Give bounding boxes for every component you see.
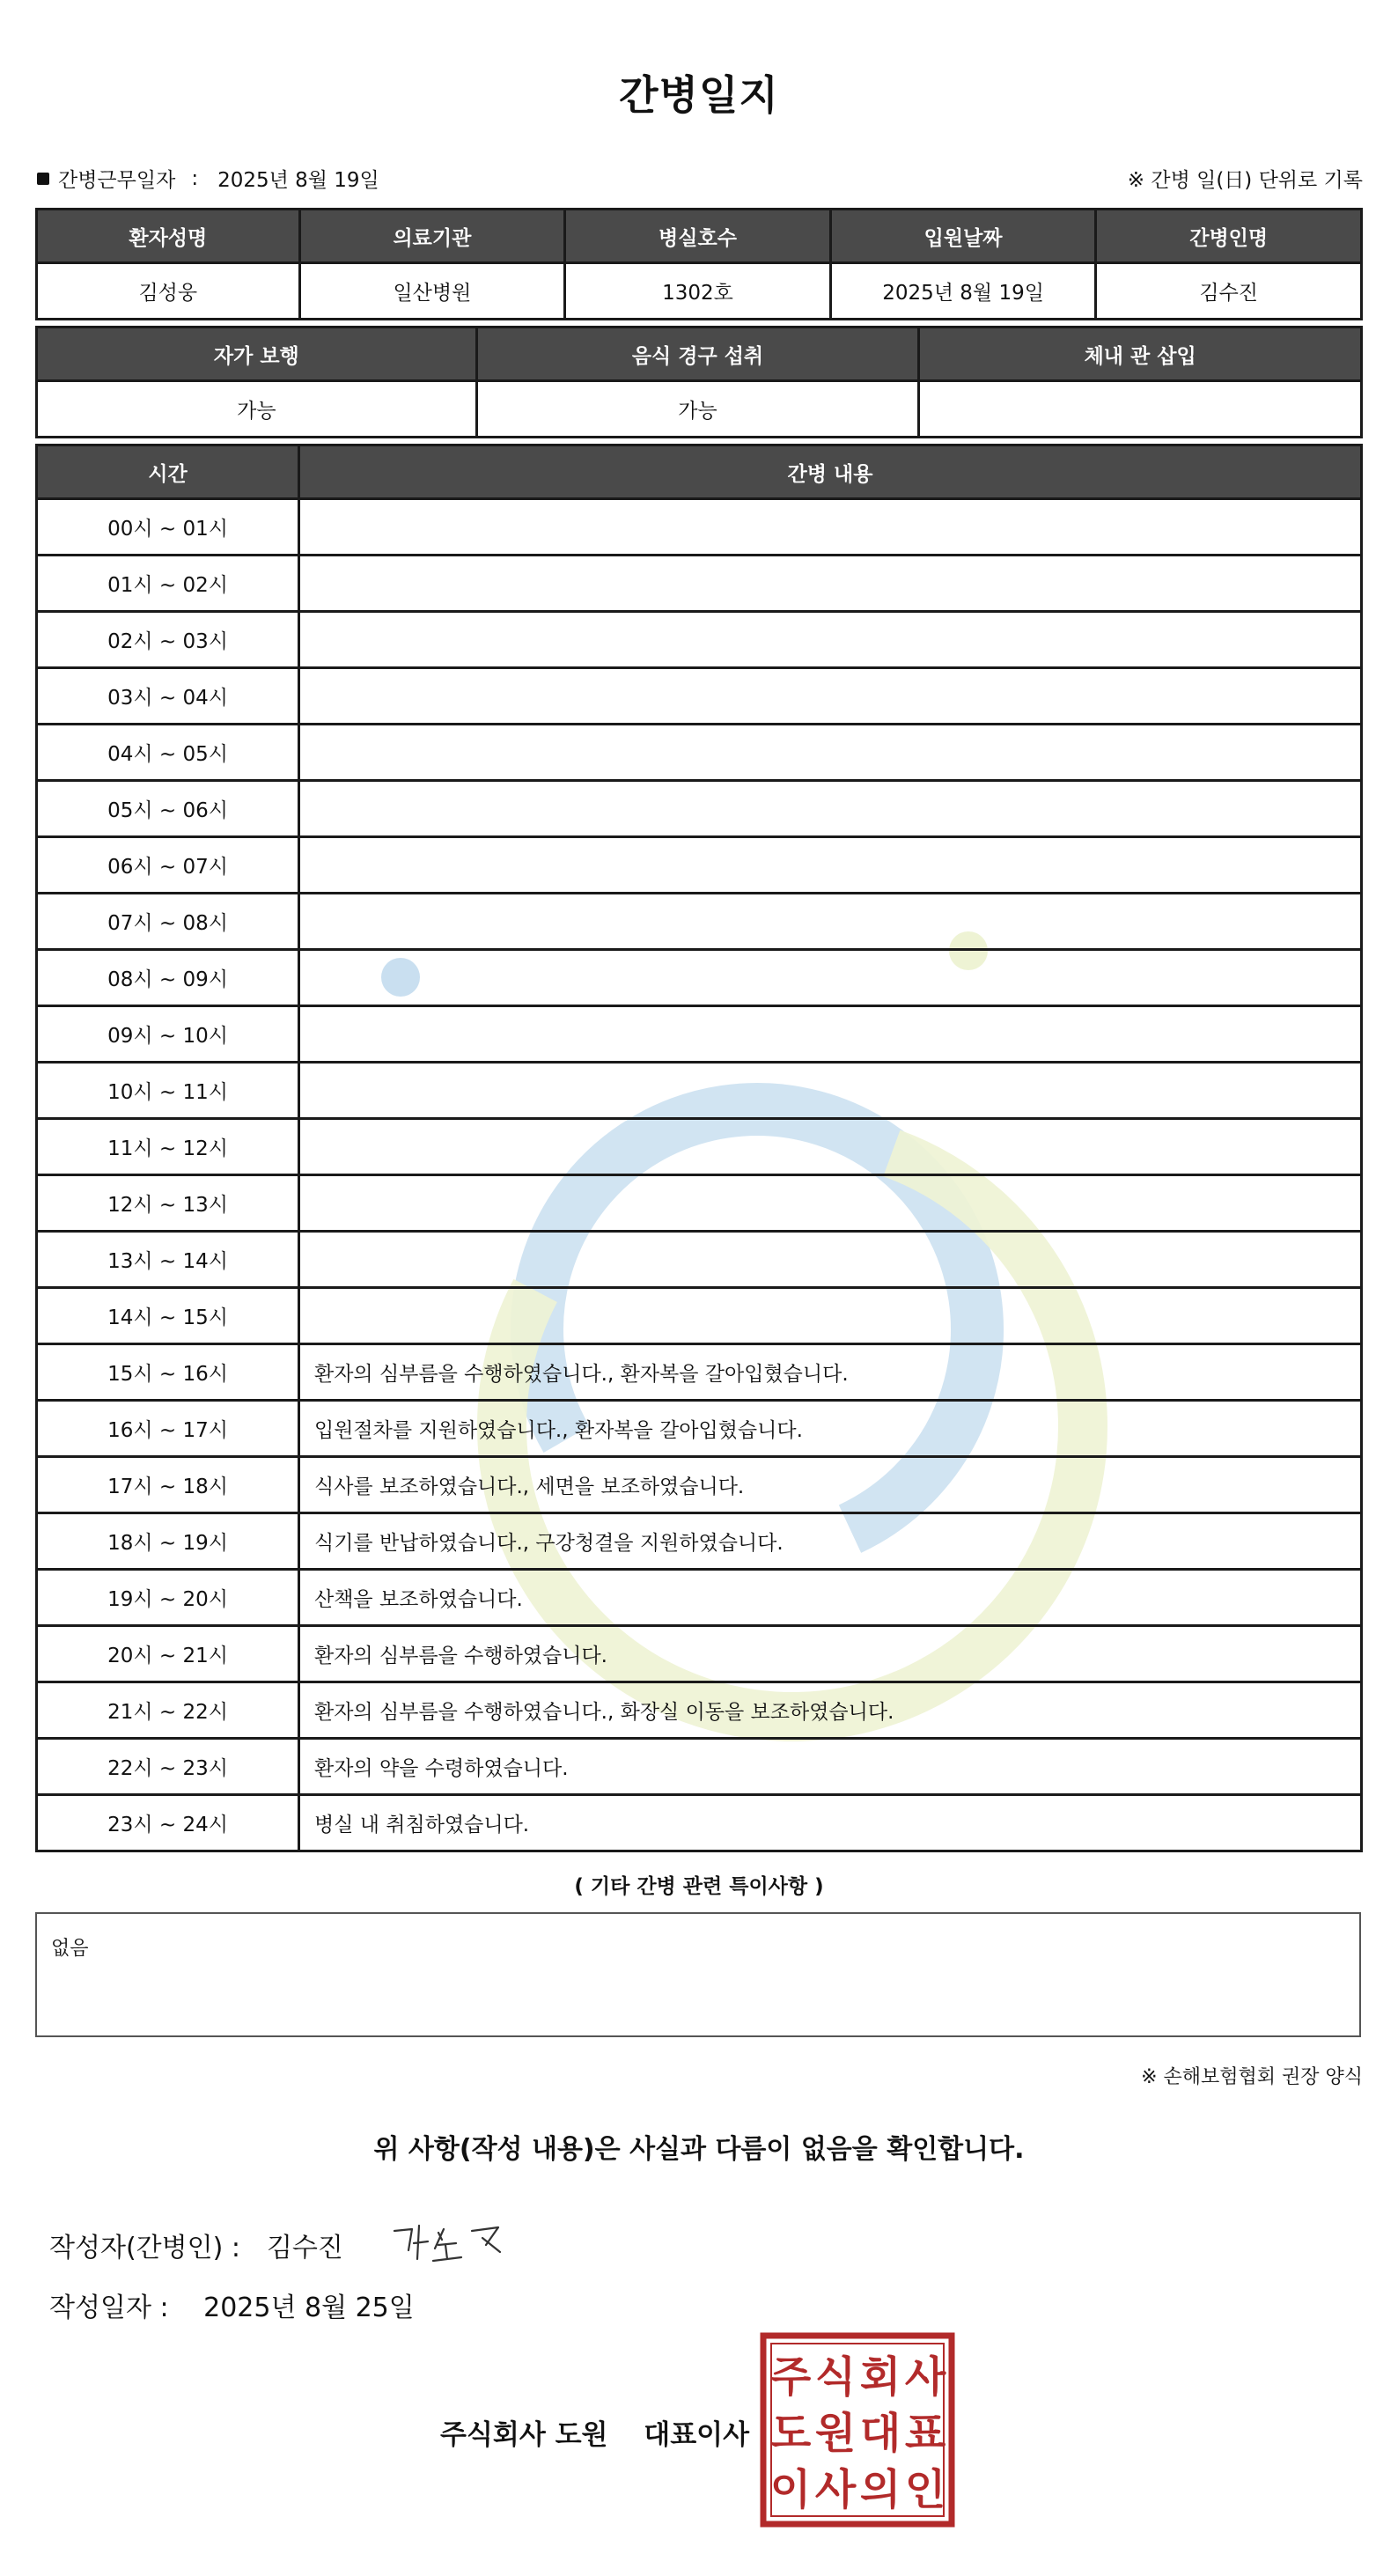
log-time: 05시 ~ 06시 [35,782,300,838]
log-content: 산책을 보조하였습니다. [300,1571,1363,1627]
work-date-label: 간병근무일자 [58,169,176,192]
written-date-value: 2025년 8월 25일 [203,2293,415,2323]
seal-glyph: 표 [904,2409,946,2458]
notes-title: ( 기타 간병 관련 특이사항 ) [574,1875,824,1898]
table-row [35,500,1363,556]
table-row [35,669,1363,725]
log-content [300,1176,1363,1233]
log-time: 07시 ~ 08시 [35,894,300,951]
table-row [35,1458,1363,1514]
header-self-walking: 자가 보행 [35,326,478,382]
written-date-line [49,2285,415,2324]
author-label: 작성자(간병인) : [49,2233,240,2263]
log-time: 01시 ~ 02시 [35,556,300,613]
log-content [300,500,1363,556]
log-time: 12시 ~ 13시 [35,1176,300,1233]
caregiver-name: 김수진 [1097,264,1363,320]
table-row [35,1402,1363,1458]
table-row [35,1064,1363,1120]
table-row [35,1007,1363,1064]
self-walking-value: 가능 [35,382,478,438]
log-time: 16시 ~ 17시 [35,1402,300,1458]
notes-box [35,1912,1361,2037]
header-patient-name: 환자성명 [35,208,301,264]
tube-insertion-value [920,382,1363,438]
log-time: 10시 ~ 11시 [35,1064,300,1120]
header-care-content: 간병 내용 [300,444,1363,500]
log-content [300,556,1363,613]
patient-status-table [35,326,1363,438]
log-content [300,782,1363,838]
company-name: 주식회사 도원 [440,2419,608,2451]
log-content [300,1233,1363,1289]
seal-glyph: 식 [814,2352,857,2402]
notes-content: 없음 [51,1938,89,1960]
work-date [37,164,379,193]
log-content [300,1120,1363,1176]
seal-glyph: 이 [769,2465,812,2514]
table-row [35,782,1363,838]
table-row [35,1120,1363,1176]
log-content [300,1064,1363,1120]
table-row [35,838,1363,894]
work-date-value: 2025년 8월 19일 [217,169,379,192]
seal-glyph: 주 [769,2352,812,2402]
log-content [300,951,1363,1007]
log-content: 환자의 심부름을 수행하였습니다., 화장실 이동을 보조하였습니다. [300,1683,1363,1740]
author-line [49,2219,528,2271]
log-content: 환자의 약을 수령하였습니다. [300,1740,1363,1796]
log-time: 15시 ~ 16시 [35,1345,300,1402]
log-content [300,838,1363,894]
seal-glyph: 인 [904,2465,946,2514]
table-row [35,1571,1363,1627]
log-content: 식사를 보조하였습니다., 세면을 보조하였습니다. [300,1458,1363,1514]
log-time: 22시 ~ 23시 [35,1740,300,1796]
header-hospital: 의료기관 [301,208,567,264]
log-content: 환자의 심부름을 수행하였습니다. [300,1627,1363,1683]
seal-glyph: 원 [814,2409,857,2458]
seal-glyph: 의 [859,2465,901,2514]
seal-glyph: 도 [769,2409,812,2458]
log-content [300,725,1363,782]
log-time: 11시 ~ 12시 [35,1120,300,1176]
log-content [300,613,1363,669]
log-time: 23시 ~ 24시 [35,1796,300,1852]
log-time: 17시 ~ 18시 [35,1458,300,1514]
page-title: 간병일지 [619,71,779,119]
table-row [35,1796,1363,1852]
table-row [35,725,1363,782]
header-admission-date: 입원날짜 [832,208,1098,264]
log-content [300,1289,1363,1345]
log-time: 02시 ~ 03시 [35,613,300,669]
table-row [35,1176,1363,1233]
header-oral-intake: 음식 경구 섭취 [478,326,921,382]
log-content [300,1007,1363,1064]
log-time: 08시 ~ 09시 [35,951,300,1007]
table-row [35,613,1363,669]
log-time: 13시 ~ 14시 [35,1233,300,1289]
header-room: 병실호수 [566,208,832,264]
log-time: 00시 ~ 01시 [35,500,300,556]
table-row [35,1289,1363,1345]
company-line [440,2412,749,2452]
log-time: 09시 ~ 10시 [35,1007,300,1064]
log-content: 병실 내 취침하였습니다. [300,1796,1363,1852]
hospital: 일산병원 [301,264,567,320]
oral-intake-value: 가능 [478,382,921,438]
log-time: 04시 ~ 05시 [35,725,300,782]
handwritten-signature [387,2219,528,2271]
table-row [35,1345,1363,1402]
seal-glyph: 사 [814,2465,857,2514]
patient-info-table [35,208,1363,320]
header-tube-insertion: 체내 관 삽입 [920,326,1363,382]
log-content: 입원절차를 지원하였습니다., 환자복을 갈아입혔습니다. [300,1402,1363,1458]
log-time: 20시 ~ 21시 [35,1627,300,1683]
confirmation-statement: 위 사항(작성 내용)은 사실과 다름이 없음을 확인합니다. [373,2134,1025,2165]
seal-glyph: 사 [904,2352,946,2402]
care-log-table [35,444,1363,1852]
log-time: 21시 ~ 22시 [35,1683,300,1740]
seal-glyph: 회 [859,2352,901,2402]
table-row [35,556,1363,613]
table-row [35,951,1363,1007]
seal-glyph: 대 [859,2409,901,2458]
log-time: 03시 ~ 04시 [35,669,300,725]
table-row [35,1627,1363,1683]
log-content [300,894,1363,951]
admission-date: 2025년 8월 19일 [832,264,1098,320]
company-seal-stamp [759,2331,956,2528]
header-time: 시간 [35,444,300,500]
log-time: 19시 ~ 20시 [35,1571,300,1627]
log-time: 18시 ~ 19시 [35,1514,300,1571]
written-date-label: 작성일자 : [49,2293,169,2323]
record-note: ※ 간병 일(日) 단위로 기록 [1127,169,1363,192]
log-time: 14시 ~ 15시 [35,1289,300,1345]
author-name: 김수진 [266,2233,343,2263]
work-date-colon: : [191,166,199,190]
table-row [35,1514,1363,1571]
room-number: 1302호 [566,264,832,320]
table-row [35,1683,1363,1740]
table-row [35,1233,1363,1289]
log-content: 식기를 반납하였습니다., 구강청결을 지원하였습니다. [300,1514,1363,1571]
form-footnote: ※ 손해보험협회 권장 양식 [1141,2066,1363,2088]
log-content [300,669,1363,725]
table-row [35,894,1363,951]
log-time: 06시 ~ 07시 [35,838,300,894]
table-row [35,1740,1363,1796]
patient-name: 김성웅 [35,264,301,320]
bullet-square-icon [37,173,49,185]
representative-title: 대표이사 [644,2419,750,2451]
header-caregiver: 간병인명 [1097,208,1363,264]
log-content: 환자의 심부름을 수행하였습니다., 환자복을 갈아입혔습니다. [300,1345,1363,1402]
